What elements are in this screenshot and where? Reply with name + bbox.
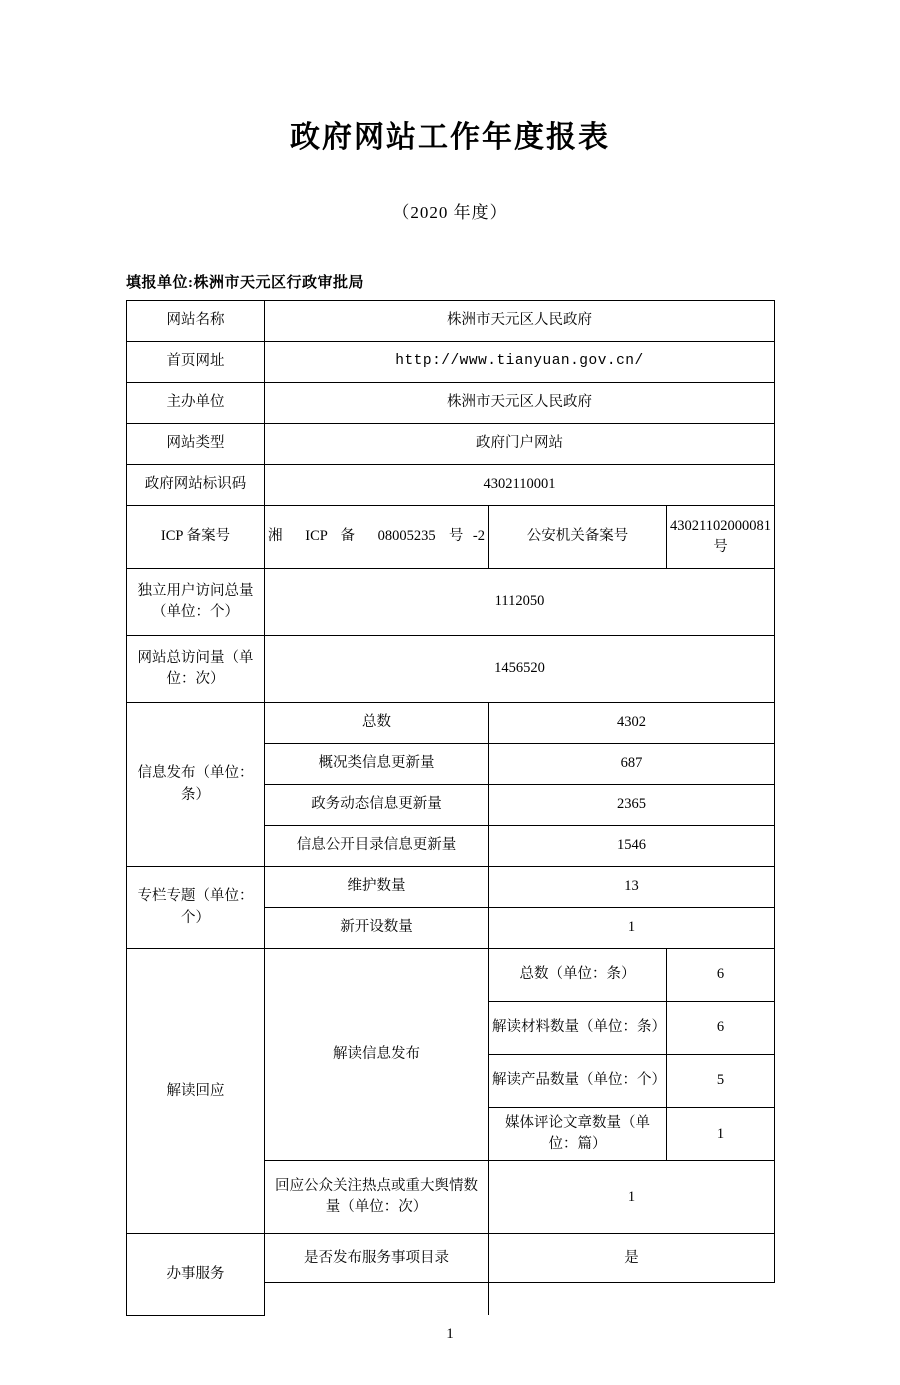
service-filler-left — [265, 1283, 489, 1316]
service-catalog-label: 是否发布服务事项目录 — [265, 1234, 489, 1283]
site-code-label: 政府网站标识码 — [127, 465, 265, 506]
icp-value: 湘 ICP 备 08005235 号-2 — [265, 506, 489, 569]
column-topic-item-value: 1 — [489, 908, 775, 949]
table-row — [127, 867, 775, 908]
column-topic-label: 专栏专题（单位：个） — [127, 867, 265, 949]
column-topic-item-value: 13 — [489, 867, 775, 908]
unique-visitors-label: 独立用户访问总量（单位：个） — [127, 569, 265, 636]
info-release-item-value: 1546 — [489, 826, 775, 867]
site-type-label: 网站类型 — [127, 424, 265, 465]
sponsor-value: 株洲市天元区人民政府 — [265, 383, 775, 424]
site-name-label: 网站名称 — [127, 301, 265, 342]
info-release-item-label: 概况类信息更新量 — [265, 744, 489, 785]
interpretation-item-label: 解读产品数量（单位：个） — [489, 1055, 667, 1108]
total-visits-label: 网站总访问量（单位：次） — [127, 636, 265, 703]
table-row — [127, 949, 775, 1002]
table-row — [127, 342, 775, 383]
interpretation-item-label: 解读材料数量（单位：条） — [489, 1002, 667, 1055]
service-catalog-value: 是 — [489, 1234, 775, 1283]
reporting-unit: 填报单位:株洲市天元区行政审批局 — [126, 275, 364, 291]
interpretation-item-label: 总数（单位：条） — [489, 949, 667, 1002]
police-record-value: 43021102000081 号 — [667, 506, 775, 569]
info-release-item-value: 2365 — [489, 785, 775, 826]
table-row — [127, 383, 775, 424]
page-title: 政府网站工作年度报表 — [290, 120, 610, 155]
site-name-value: 株洲市天元区人民政府 — [265, 301, 775, 342]
homepage-value: http://www.tianyuan.gov.cn/ — [265, 342, 775, 383]
interpretation-item-label: 媒体评论文章数量（单位：篇） — [489, 1108, 667, 1161]
unique-visitors-value: 1112050 — [265, 569, 775, 636]
service-label: 办事服务 — [127, 1234, 265, 1316]
police-record-label: 公安机关备案号 — [489, 506, 667, 569]
sponsor-label: 主办单位 — [127, 383, 265, 424]
info-release-item-value: 4302 — [489, 703, 775, 744]
table-row — [127, 465, 775, 506]
column-topic-item-label: 新开设数量 — [265, 908, 489, 949]
site-code-value: 4302110001 — [265, 465, 775, 506]
interpretation-item-value: 5 — [667, 1055, 775, 1108]
interpretation-item-value: 1 — [667, 1108, 775, 1161]
table-row — [127, 424, 775, 465]
interpretation-release-label: 解读信息发布 — [265, 949, 489, 1161]
info-release-item-label: 政务动态信息更新量 — [265, 785, 489, 826]
page-subtitle: （2020 年度） — [392, 203, 508, 222]
info-release-item-value: 687 — [489, 744, 775, 785]
interpretation-label: 解读回应 — [127, 949, 265, 1234]
table-row — [127, 636, 775, 703]
total-visits-value: 1456520 — [265, 636, 775, 703]
info-release-item-label: 信息公开目录信息更新量 — [265, 826, 489, 867]
page-number: 1 — [446, 1326, 454, 1342]
table-row — [127, 506, 775, 569]
annual-report-table — [126, 300, 775, 1316]
service-filler-right — [489, 1283, 775, 1316]
table-row — [127, 703, 775, 744]
table-row — [127, 569, 775, 636]
interpretation-item-value: 6 — [667, 1002, 775, 1055]
icp-label: ICP 备案号 — [127, 506, 265, 569]
info-release-item-label: 总数 — [265, 703, 489, 744]
document-page — [0, 112, 900, 1385]
hotspot-response-value: 1 — [489, 1161, 775, 1234]
column-topic-item-label: 维护数量 — [265, 867, 489, 908]
table-row — [127, 301, 775, 342]
hotspot-response-label: 回应公众关注热点或重大舆情数量（单位：次） — [265, 1161, 489, 1234]
info-release-label: 信息发布（单位：条） — [127, 703, 265, 867]
site-type-value: 政府门户网站 — [265, 424, 775, 465]
interpretation-item-value: 6 — [667, 949, 775, 1002]
table-row — [127, 1234, 775, 1283]
homepage-label: 首页网址 — [127, 342, 265, 383]
